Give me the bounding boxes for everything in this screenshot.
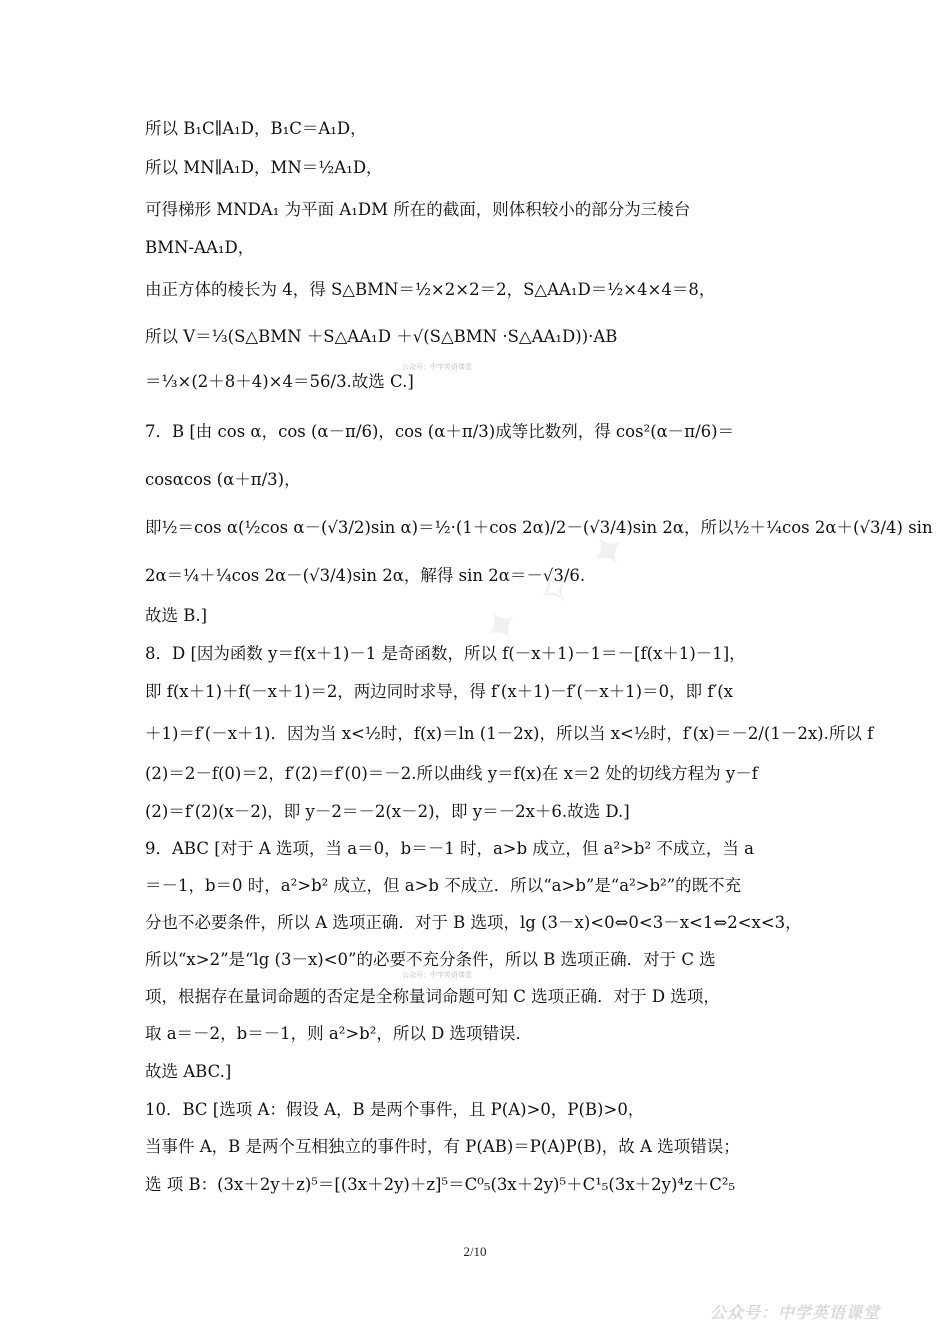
footer-watermark: 公众号：中学英语课堂 <box>709 1303 880 1322</box>
text-line: 所以 V＝⅓(S△BMN ＋S△AA₁D ＋√(S△BMN ·S△AA₁D))·AB <box>145 327 618 346</box>
text-line: 即½＝cos α(½cos α－(√3/2)sin α)＝½·(1＋cos 2α)/2－(√3/4)sin 2α，所以½＋¼cos 2α＋(√3/4) sin <box>145 518 933 537</box>
text-line: 所以 MN∥A₁D，MN＝½A₁D， <box>145 158 383 177</box>
text-line: 当事件 A，B 是两个互相独立的事件时，有 P(AB)＝P(A)P(B)，故 A 选项错误； <box>145 1137 740 1156</box>
text-line: (2)＝f′(2)(x－2)，即 y－2＝－2(x－2)，即 y＝－2x＋6.故选 D.] <box>145 802 630 821</box>
text-line: 取 a＝－2，b＝－1，则 a²>b²，所以 D 选项错误． <box>145 1024 533 1043</box>
text-line: cosαcos (α＋π/3)， <box>145 470 301 489</box>
text-line: 所以 B₁C∥A₁D，B₁C＝A₁D， <box>145 119 367 138</box>
text-line: 10．BC [选项 A：假设 A，B 是两个事件，且 P(A)>0，P(B)>0， <box>145 1100 645 1119</box>
watermark-logo: ✦ ✧ ✦ <box>470 514 645 660</box>
text-line: 选 项 B：(3x＋2y＋z)⁵＝[(3x＋2y)＋z]⁵＝C⁰₅(3x＋2y)⁵＋C¹₅(3x＋2y)⁴z＋C²₅ <box>145 1175 736 1194</box>
text-line: 分也不必要条件，所以 A 选项正确．对于 B 选项，lg (3－x)<0⇔0<3－x<1⇔2<x<3， <box>145 913 802 932</box>
text-line: 项，根据存在量词命题的否定是全称量词命题可知 C 选项正确．对于 D 选项， <box>145 987 720 1006</box>
text-line: 即 f(x＋1)＋f(－x＋1)＝2，两边同时求导，得 f′(x＋1)－f′(－x＋1)＝0，即 f′(x <box>145 682 733 701</box>
text-line: 所以“x>2”是“lg (3－x)<0”的必要不充分条件，所以 B 选项正确．对于 C 选 <box>145 950 716 969</box>
text-line: ＋1)＝f′(－x＋1)．因为当 x<½时，f(x)＝ln (1－2x)，所以当 x<½时，f′(x)＝－2/(1－2x).所以 f <box>145 724 874 743</box>
watermark-text: 公众号：中学英语课堂 <box>402 971 472 979</box>
text-line: 7．B [由 cos α，cos (α－π/6)，cos (α＋π/3)成等比数列，得 cos²(α－π/6)＝ <box>145 422 735 441</box>
text-line: 9．ABC [对于 A 选项，当 a＝0，b＝－1 时，a>b 成立，但 a²>b² 不成立，当 a <box>145 839 754 858</box>
text-line: 2α＝¼＋¼cos 2α－(√3/4)sin 2α，解得 sin 2α＝－√3/6. <box>145 566 586 585</box>
text-line: 故选 B.] <box>145 606 208 625</box>
text-line: 8．D [因为函数 y＝f(x＋1)－1 是奇函数，所以 f(－x＋1)－1＝－[f(x＋1)－1]， <box>145 644 746 663</box>
text-line: 可得梯形 MNDA₁ 为平面 A₁DM 所在的截面，则体积较小的部分为三棱台 <box>145 200 691 219</box>
page-number: 2/10 <box>463 1244 487 1259</box>
text-line: ＝－1，b＝0 时，a²>b² 成立，但 a>b 不成立．所以“a>b”是“a²>b²”的既不充 <box>145 876 742 895</box>
watermark-text: 公众号：中学英语课堂 <box>402 363 472 371</box>
text-line: (2)＝2－f(0)＝2，f′(2)＝f′(0)＝－2.所以曲线 y＝f(x)在 x＝2 处的切线方程为 y－f <box>145 764 758 783</box>
text-line: 故选 ABC.] <box>145 1062 232 1081</box>
text-line: 由正方体的棱长为 4，得 S△BMN＝½×2×2＝2，S△AA₁D＝½×4×4＝8， <box>145 280 716 299</box>
text-line: ＝⅓×(2＋8＋4)×4＝56/3.故选 C.] <box>145 372 414 391</box>
text-line: BMN-AA₁D， <box>145 238 255 257</box>
